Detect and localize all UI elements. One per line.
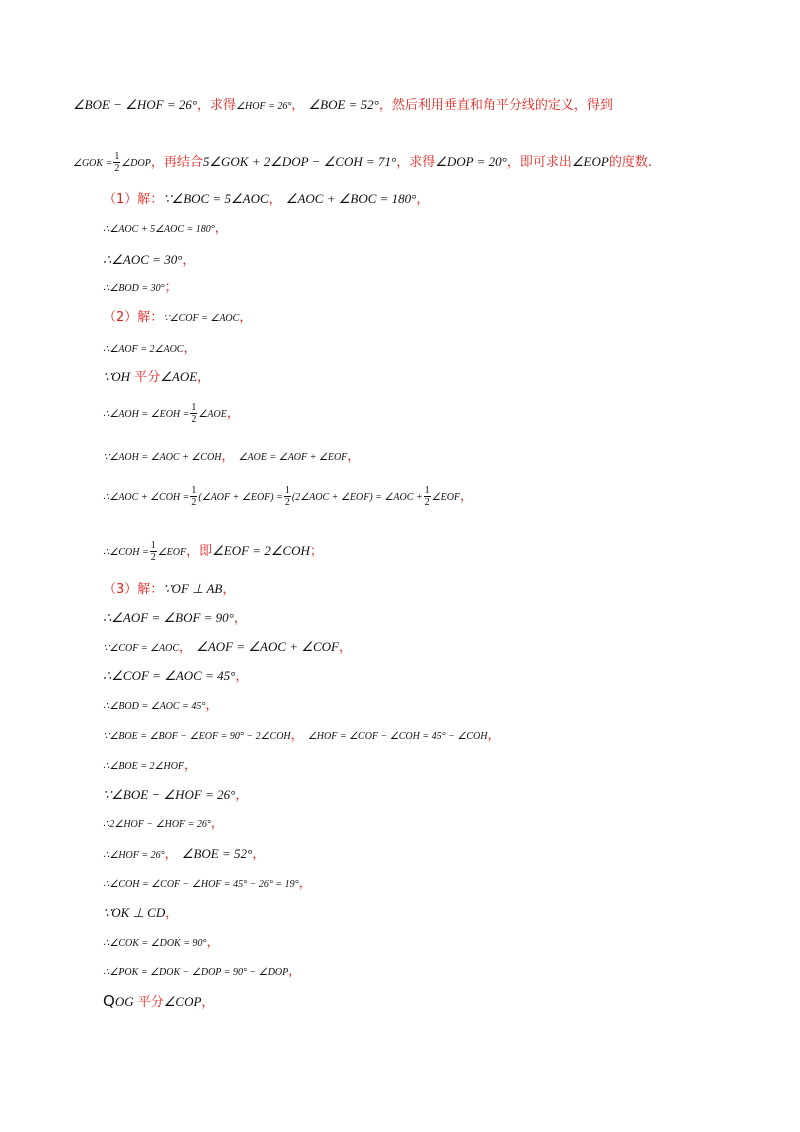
part1-line-1 xyxy=(103,190,429,209)
part2-line-2 xyxy=(103,340,197,359)
part3-line-13 xyxy=(103,934,219,953)
fraction: $\frac{1}{2}$ xyxy=(424,485,430,508)
text: ， xyxy=(214,221,228,236)
math-expression: ∠AOE xyxy=(160,369,198,384)
math-expression: ∠BOE = 52° xyxy=(308,97,379,112)
math-expression: ∴∠COH = ∠COF − ∠HOF = 45° − 26° = 19° xyxy=(103,879,299,890)
text: ，求得 xyxy=(197,98,237,113)
math-expression: ∵∠COF = ∠AOC xyxy=(163,313,240,324)
math-expression: ∴∠COH = xyxy=(103,547,149,558)
text: ， xyxy=(288,964,302,979)
math-expression: ∴∠AOF = 2∠AOC xyxy=(103,344,184,355)
math-expression: ∠COP xyxy=(163,994,202,1009)
math-expression: ∠DOP = 20° xyxy=(435,154,507,169)
therefore-symbol: Q xyxy=(103,992,115,1010)
text: ， xyxy=(233,611,247,626)
part2-line-3 xyxy=(103,368,210,387)
math-expression: ∠BOE − ∠HOF = 26° xyxy=(73,97,198,112)
math-expression: OG xyxy=(114,994,134,1009)
text: ， xyxy=(290,728,304,743)
text: 的度数. xyxy=(608,155,652,170)
text: ， xyxy=(239,310,253,325)
text: ， xyxy=(179,640,193,655)
math-expression: ∴∠AOC + 5∠AOC = 180° xyxy=(103,224,215,235)
part3-line-14 xyxy=(103,963,301,982)
math-expression: ∴∠AOC = 30° xyxy=(103,252,183,267)
math-expression: ∴∠COK = ∠DOK = 90° xyxy=(103,938,207,949)
part3-line-9 xyxy=(103,815,224,834)
fraction: $\frac{1}{2}$ xyxy=(150,540,156,563)
fraction: $\frac{1}{2}$ xyxy=(191,402,197,425)
part-label: （3）解： xyxy=(103,582,164,597)
math-expression: ∠AOF = ∠AOC + ∠COF xyxy=(196,639,339,654)
text: ， xyxy=(201,995,215,1010)
math-expression: ∠HOF = ∠COF − ∠COH = 45° − ∠COH xyxy=(307,731,488,742)
text: ， xyxy=(205,698,219,713)
text: ， xyxy=(235,669,249,684)
text: ， xyxy=(487,728,501,743)
text: ，即可求出 xyxy=(506,155,572,170)
math-expression: ∠AOC + ∠BOC = 180° xyxy=(285,191,417,206)
text: ； xyxy=(309,544,323,559)
text: ， xyxy=(416,192,430,207)
part3-line-12 xyxy=(103,904,178,923)
part3-line-3 xyxy=(103,638,352,658)
part3-line-6 xyxy=(103,727,500,746)
part3-line-11 xyxy=(103,875,312,894)
text: 平分 xyxy=(134,370,161,385)
part2-line-7 xyxy=(103,540,323,563)
text: ， xyxy=(460,489,474,504)
text: ， xyxy=(182,253,196,268)
text: ， xyxy=(221,449,235,464)
math-expression: ∵∠AOH = ∠AOC + ∠COH xyxy=(103,452,222,463)
math-expression: ∵OK ⊥ CD xyxy=(103,905,166,920)
part-label: （2）解： xyxy=(103,310,164,325)
math-expression: ∴∠BOE = 2∠HOF xyxy=(103,761,185,772)
part3-line-5 xyxy=(103,697,218,716)
text: ， xyxy=(298,876,312,891)
math-expression: ∴2∠HOF − ∠HOF = 26° xyxy=(103,819,211,830)
math-expression: ∵∠COF = ∠AOC xyxy=(103,643,180,654)
math-expression: ∵∠BOC = 5∠AOC xyxy=(163,191,269,206)
text: ， xyxy=(252,847,266,862)
math-expression: 5∠GOK + 2∠DOP − ∠COH = 71° xyxy=(202,154,397,169)
math-expression: ∠EOF = 2∠COH xyxy=(212,543,310,558)
text: ， xyxy=(291,98,305,113)
math-expression: ∠EOF xyxy=(157,547,187,558)
part3-line-8 xyxy=(103,786,248,805)
text: ，求得 xyxy=(396,155,436,170)
math-expression: ∵OF ⊥ AB xyxy=(163,581,223,596)
math-expression: (∠AOF + ∠EOF) = xyxy=(198,492,283,503)
math-expression: ∴∠BOD = ∠AOC = 45° xyxy=(103,701,206,712)
text: ， xyxy=(338,640,352,655)
fraction: $\frac{1}{2}$ xyxy=(191,485,197,508)
text: ， xyxy=(197,370,211,385)
math-expression: ∠HOF = 26° xyxy=(236,101,292,112)
math-expression: (2∠AOC + ∠EOF) = ∠AOC + xyxy=(291,492,423,503)
math-expression: ∠DOP xyxy=(121,158,151,169)
math-expression: ∴∠POK = ∠DOK − ∠DOP = 90° − ∠DOP xyxy=(103,967,289,978)
part1-line-4 xyxy=(103,279,178,298)
part1-line-3 xyxy=(103,251,195,270)
math-expression: ∵∠BOE − ∠HOF = 26° xyxy=(103,787,236,802)
text: ， xyxy=(347,449,361,464)
part3-line-4 xyxy=(103,667,248,686)
part1-line-2 xyxy=(103,220,228,239)
math-expression: ∠EOP xyxy=(571,154,609,169)
text: ， xyxy=(165,906,179,921)
math-expression: ∴∠BOD = 30° xyxy=(103,283,165,294)
math-expression: ∠AOE = ∠AOF + ∠EOF xyxy=(238,452,348,463)
text: ， xyxy=(268,192,282,207)
part2-line-5 xyxy=(103,448,360,467)
math-expression: ∴∠AOF = ∠BOF = 90° xyxy=(103,610,234,625)
intro-line-2 xyxy=(73,151,652,174)
part-label: （1）解： xyxy=(103,192,164,207)
text: ， xyxy=(226,406,240,421)
text: ，再结合 xyxy=(150,155,203,170)
text: 平分 xyxy=(137,995,164,1010)
text: ，然后利用垂直和角平分线的定义，得到 xyxy=(378,98,613,113)
text: ， xyxy=(206,935,220,950)
fraction: $\frac{1}{2}$ xyxy=(284,485,290,508)
text: ， xyxy=(222,582,236,597)
math-expression: ∴∠HOF = 26° xyxy=(103,850,165,861)
intro-line-1 xyxy=(73,96,613,116)
text: ， xyxy=(183,341,197,356)
math-expression: ∠GOK = xyxy=(73,158,113,169)
part3-line-1 xyxy=(103,580,235,599)
math-expression: ∵OH xyxy=(103,369,131,384)
part3-line-15 xyxy=(103,992,214,1012)
math-expression: ∠BOE = 52° xyxy=(181,846,253,861)
fraction: $\frac{1}{2}$ xyxy=(114,151,120,174)
part2-line-1 xyxy=(103,309,252,328)
math-expression: ∠AOE xyxy=(198,409,227,420)
text: ，即 xyxy=(186,544,213,559)
part2-line-4 xyxy=(103,402,240,425)
math-expression: ∴∠AOC + ∠COH = xyxy=(103,492,190,503)
part3-line-7 xyxy=(103,757,197,776)
part3-line-2 xyxy=(103,609,247,628)
text: ， xyxy=(184,758,198,773)
text: ； xyxy=(164,280,178,295)
math-expression: ∴∠AOH = ∠EOH = xyxy=(103,409,190,420)
text: ， xyxy=(235,788,249,803)
math-expression: ∠EOF xyxy=(431,492,461,503)
part3-line-10 xyxy=(103,845,265,865)
math-expression: ∵∠BOE = ∠BOF − ∠EOF = 90° − 2∠COH xyxy=(103,731,291,742)
text: ， xyxy=(210,816,224,831)
text: ， xyxy=(164,847,178,862)
part2-line-6 xyxy=(103,485,473,508)
math-expression: ∴∠COF = ∠AOC = 45° xyxy=(103,668,236,683)
